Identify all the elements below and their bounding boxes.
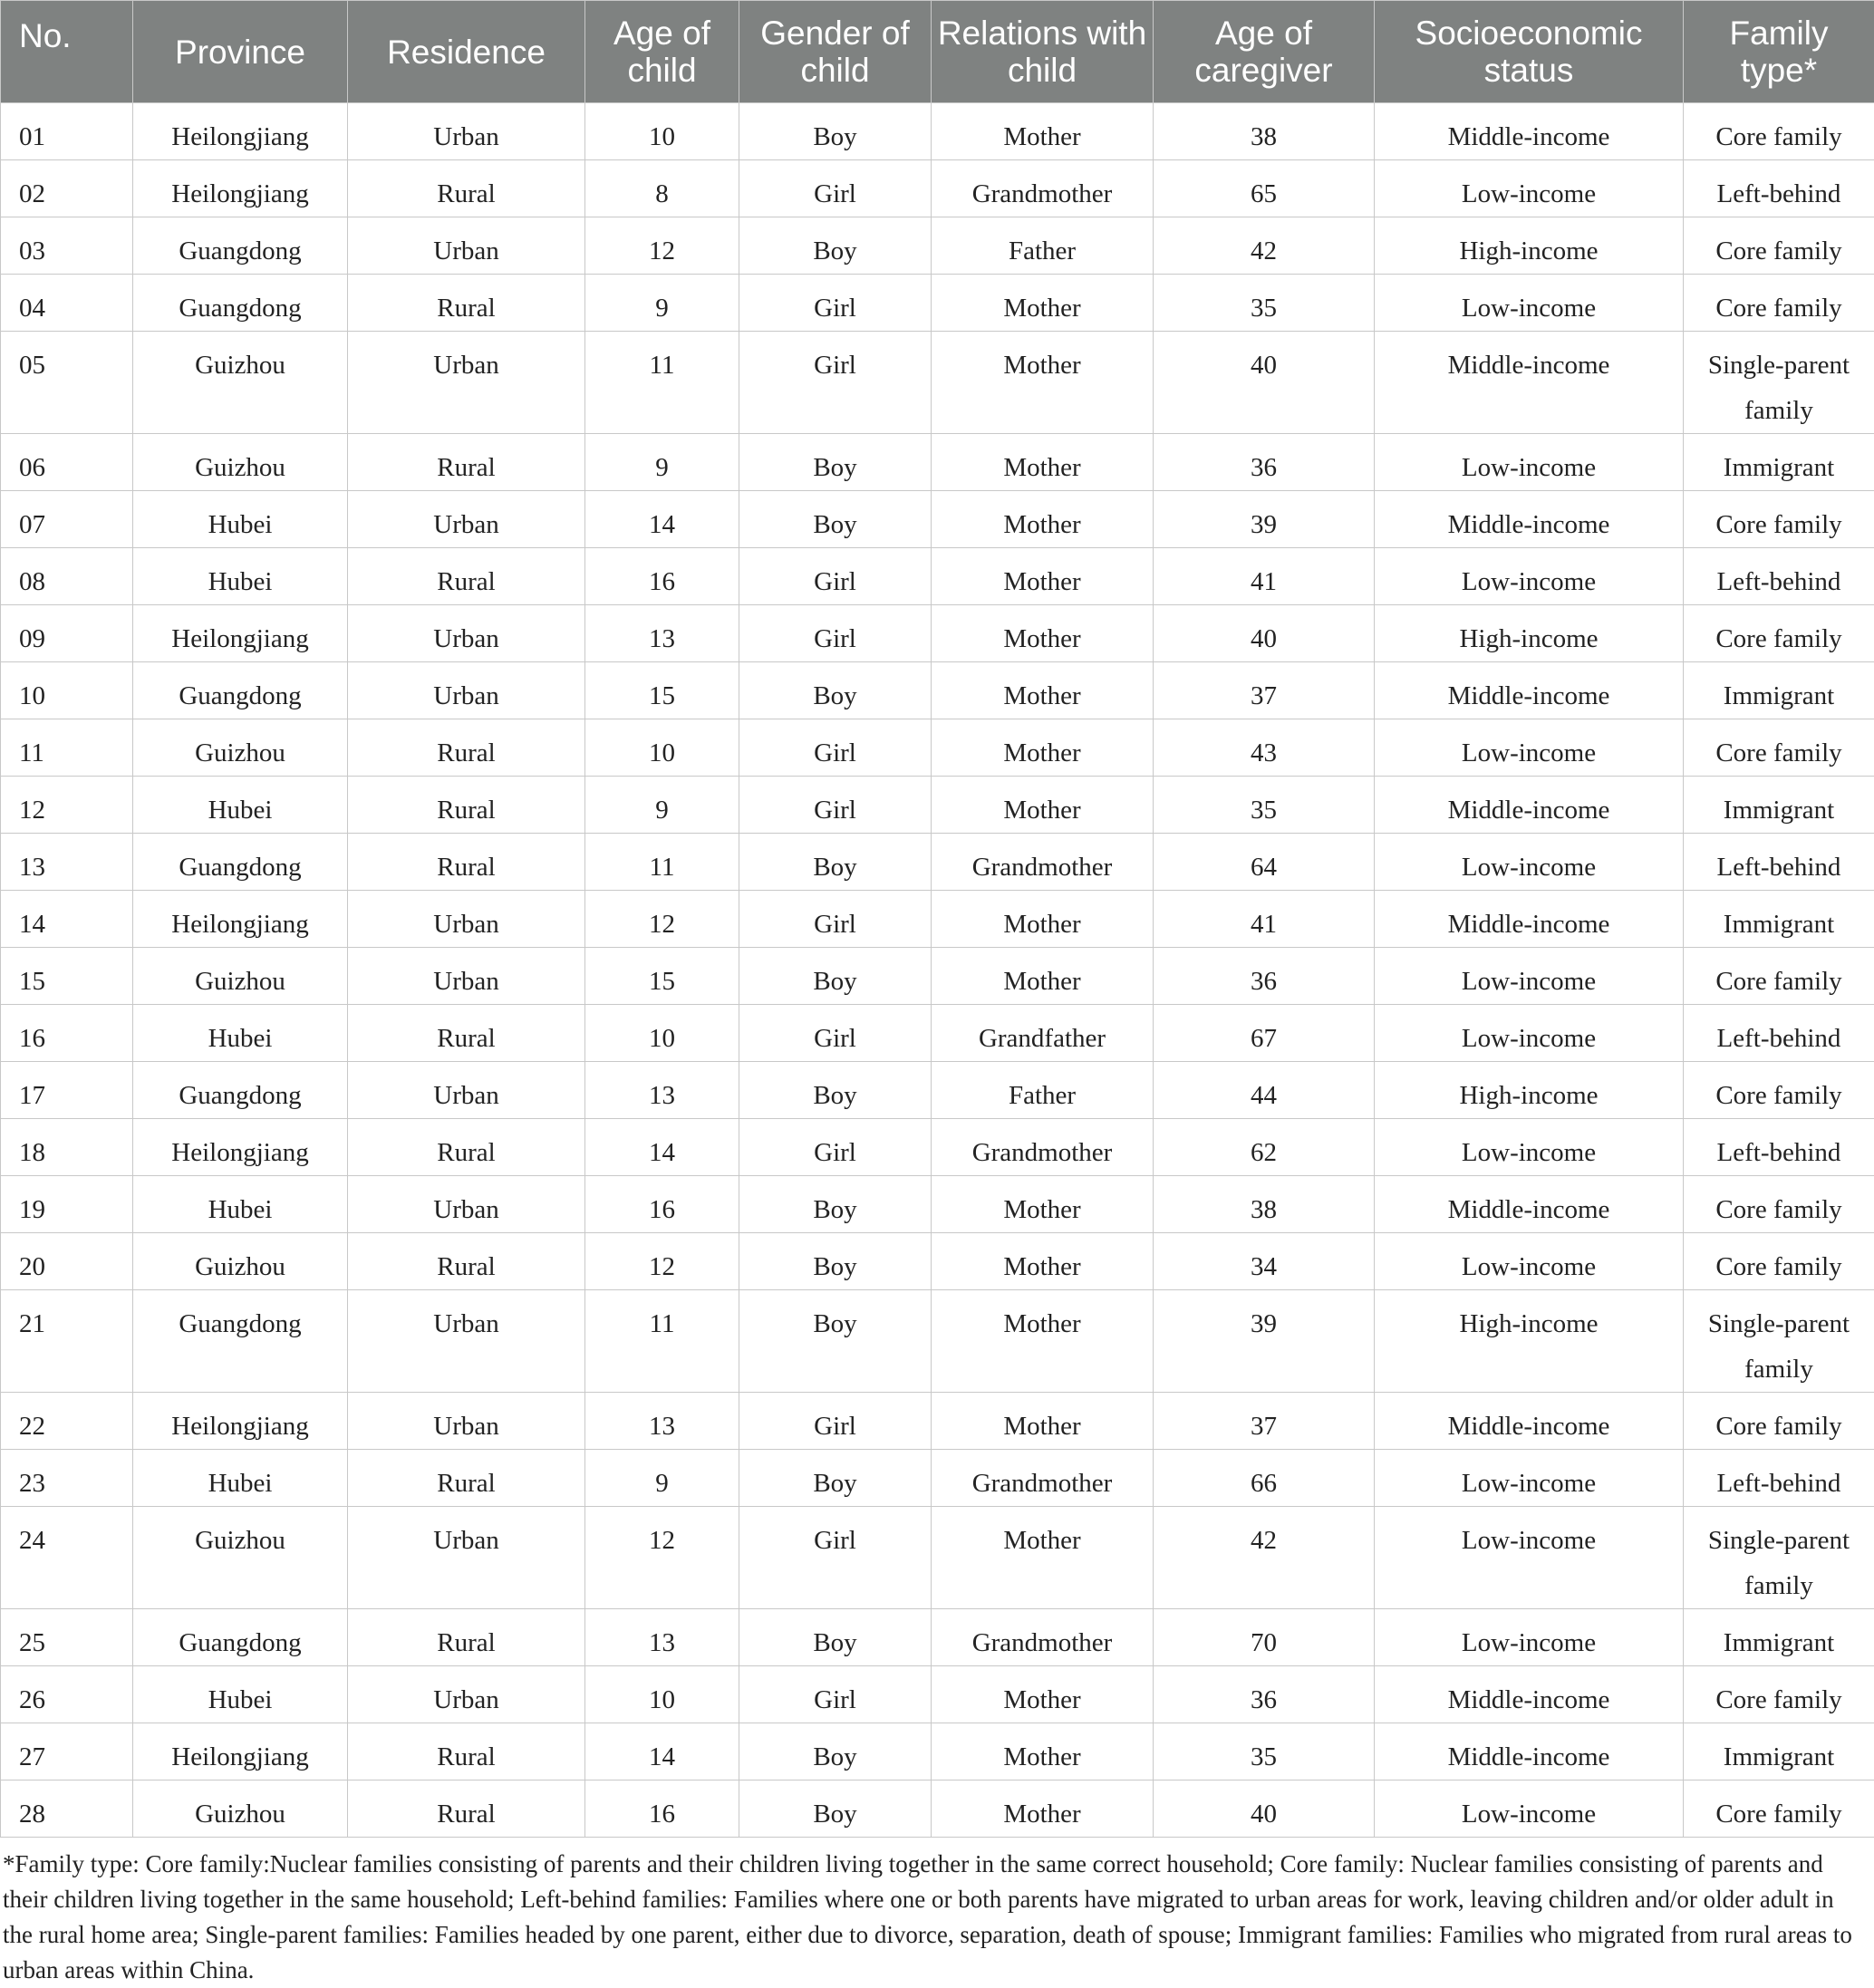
cell-province: Guizhou: [133, 1781, 348, 1838]
cell-gender-of-child: Boy: [739, 491, 932, 548]
table-row: [1, 1723, 1874, 1781]
cell-age-of-caregiver: 41: [1154, 548, 1375, 605]
cell-family-type: Immigrant: [1684, 891, 1874, 948]
cell-age-of-child: 9: [585, 777, 739, 834]
cell-socioeconomic-status: Low-income: [1375, 1781, 1684, 1838]
header-gender-of-child: Gender of child: [739, 1, 932, 103]
cell-province: Hubei: [133, 1176, 348, 1233]
cell-age-of-caregiver: 64: [1154, 834, 1375, 891]
cell-relations-with-child: Mother: [932, 332, 1154, 434]
cell-family-type: Core family: [1684, 1781, 1874, 1838]
cell-residence: Rural: [348, 719, 585, 777]
cell-age-of-caregiver: 41: [1154, 891, 1375, 948]
cell-gender-of-child: Girl: [739, 275, 932, 332]
cell-family-type: Left-behind: [1684, 548, 1874, 605]
cell-socioeconomic-status: Low-income: [1375, 1609, 1684, 1666]
cell-gender-of-child: Girl: [739, 1119, 932, 1176]
cell-relations-with-child: Grandmother: [932, 834, 1154, 891]
cell-gender-of-child: Girl: [739, 1005, 932, 1062]
cell-province: Guizhou: [133, 948, 348, 1005]
header-relations-with-child: Relations with child: [932, 1, 1154, 103]
table-row: [1, 1393, 1874, 1450]
cell-age-of-child: 12: [585, 891, 739, 948]
table-row: [1, 332, 1874, 434]
table-row: [1, 1233, 1874, 1290]
cell-no: 17: [1, 1062, 133, 1119]
cell-relations-with-child: Mother: [932, 1176, 1154, 1233]
cell-relations-with-child: Mother: [932, 491, 1154, 548]
table-body: [1, 103, 1874, 1838]
cell-no: 12: [1, 777, 133, 834]
table-row: [1, 719, 1874, 777]
cell-no: 10: [1, 662, 133, 719]
cell-residence: Urban: [348, 103, 585, 160]
cell-age-of-caregiver: 42: [1154, 1507, 1375, 1609]
cell-age-of-caregiver: 67: [1154, 1005, 1375, 1062]
cell-socioeconomic-status: Low-income: [1375, 548, 1684, 605]
cell-relations-with-child: Grandmother: [932, 1119, 1154, 1176]
cell-age-of-child: 12: [585, 1507, 739, 1609]
table-row: [1, 1781, 1874, 1838]
cell-relations-with-child: Mother: [932, 1781, 1154, 1838]
cell-relations-with-child: Mother: [932, 1393, 1154, 1450]
cell-socioeconomic-status: Low-income: [1375, 275, 1684, 332]
cell-residence: Rural: [348, 160, 585, 217]
cell-socioeconomic-status: Low-income: [1375, 1507, 1684, 1609]
cell-family-type: Core family: [1684, 275, 1874, 332]
cell-age-of-caregiver: 37: [1154, 662, 1375, 719]
cell-relations-with-child: Mother: [932, 891, 1154, 948]
cell-socioeconomic-status: Middle-income: [1375, 103, 1684, 160]
cell-province: Hubei: [133, 491, 348, 548]
table-row: [1, 1450, 1874, 1507]
cell-family-type: Immigrant: [1684, 1609, 1874, 1666]
cell-family-type: Core family: [1684, 948, 1874, 1005]
cell-gender-of-child: Girl: [739, 332, 932, 434]
table-row: [1, 217, 1874, 275]
cell-age-of-child: 13: [585, 1609, 739, 1666]
cell-age-of-caregiver: 37: [1154, 1393, 1375, 1450]
cell-province: Hubei: [133, 1666, 348, 1723]
cell-socioeconomic-status: Low-income: [1375, 1233, 1684, 1290]
cell-relations-with-child: Mother: [932, 275, 1154, 332]
cell-socioeconomic-status: Low-income: [1375, 434, 1684, 491]
table-row: [1, 103, 1874, 160]
cell-no: 06: [1, 434, 133, 491]
cell-province: Heilongjiang: [133, 1393, 348, 1450]
cell-province: Guizhou: [133, 332, 348, 434]
cell-age-of-caregiver: 44: [1154, 1062, 1375, 1119]
cell-gender-of-child: Girl: [739, 160, 932, 217]
table-row: [1, 491, 1874, 548]
cell-residence: Rural: [348, 548, 585, 605]
cell-relations-with-child: Mother: [932, 103, 1154, 160]
cell-age-of-caregiver: 40: [1154, 332, 1375, 434]
cell-gender-of-child: Boy: [739, 1062, 932, 1119]
cell-province: Hubei: [133, 548, 348, 605]
cell-gender-of-child: Boy: [739, 1233, 932, 1290]
cell-gender-of-child: Girl: [739, 1393, 932, 1450]
cell-family-type: Single-parent family: [1684, 332, 1874, 434]
cell-province: Guangdong: [133, 834, 348, 891]
cell-gender-of-child: Girl: [739, 719, 932, 777]
table-row: [1, 891, 1874, 948]
header-no: No.: [1, 1, 133, 103]
table-row: [1, 1507, 1874, 1609]
cell-family-type: Core family: [1684, 1233, 1874, 1290]
cell-relations-with-child: Mother: [932, 1666, 1154, 1723]
cell-socioeconomic-status: Middle-income: [1375, 777, 1684, 834]
cell-age-of-caregiver: 42: [1154, 217, 1375, 275]
cell-family-type: Immigrant: [1684, 1723, 1874, 1781]
cell-age-of-child: 10: [585, 1005, 739, 1062]
cell-province: Hubei: [133, 1005, 348, 1062]
cell-age-of-caregiver: 70: [1154, 1609, 1375, 1666]
header-province: Province: [133, 1, 348, 103]
header-residence: Residence: [348, 1, 585, 103]
cell-residence: Urban: [348, 662, 585, 719]
cell-socioeconomic-status: Low-income: [1375, 1450, 1684, 1507]
cell-age-of-caregiver: 66: [1154, 1450, 1375, 1507]
cell-age-of-child: 15: [585, 662, 739, 719]
table-row: [1, 160, 1874, 217]
cell-socioeconomic-status: Low-income: [1375, 1119, 1684, 1176]
cell-relations-with-child: Mother: [932, 1233, 1154, 1290]
cell-no: 28: [1, 1781, 133, 1838]
cell-age-of-caregiver: 34: [1154, 1233, 1375, 1290]
table-row: [1, 1176, 1874, 1233]
table-row: [1, 834, 1874, 891]
table-row: [1, 777, 1874, 834]
cell-age-of-child: 11: [585, 834, 739, 891]
cell-residence: Urban: [348, 332, 585, 434]
cell-no: 27: [1, 1723, 133, 1781]
table-row: [1, 548, 1874, 605]
cell-relations-with-child: Mother: [932, 719, 1154, 777]
cell-socioeconomic-status: Low-income: [1375, 948, 1684, 1005]
cell-gender-of-child: Boy: [739, 1450, 932, 1507]
cell-province: Guangdong: [133, 1609, 348, 1666]
cell-no: 07: [1, 491, 133, 548]
cell-gender-of-child: Girl: [739, 891, 932, 948]
table-row: [1, 275, 1874, 332]
cell-province: Heilongjiang: [133, 103, 348, 160]
cell-province: Heilongjiang: [133, 160, 348, 217]
cell-age-of-child: 12: [585, 1233, 739, 1290]
cell-age-of-child: 14: [585, 1119, 739, 1176]
table-row: [1, 605, 1874, 662]
cell-no: 02: [1, 160, 133, 217]
table-row: [1, 1062, 1874, 1119]
cell-relations-with-child: Mother: [932, 605, 1154, 662]
cell-no: 05: [1, 332, 133, 434]
cell-relations-with-child: Grandfather: [932, 1005, 1154, 1062]
cell-residence: Urban: [348, 217, 585, 275]
cell-residence: Urban: [348, 891, 585, 948]
cell-province: Guangdong: [133, 1062, 348, 1119]
cell-residence: Rural: [348, 434, 585, 491]
cell-gender-of-child: Boy: [739, 1781, 932, 1838]
cell-province: Hubei: [133, 1450, 348, 1507]
cell-residence: Rural: [348, 1723, 585, 1781]
cell-family-type: Core family: [1684, 605, 1874, 662]
cell-residence: Urban: [348, 605, 585, 662]
cell-family-type: Left-behind: [1684, 160, 1874, 217]
cell-relations-with-child: Mother: [932, 948, 1154, 1005]
cell-family-type: Core family: [1684, 1062, 1874, 1119]
cell-socioeconomic-status: High-income: [1375, 605, 1684, 662]
cell-no: 15: [1, 948, 133, 1005]
cell-socioeconomic-status: Middle-income: [1375, 491, 1684, 548]
cell-socioeconomic-status: Middle-income: [1375, 1176, 1684, 1233]
cell-age-of-child: 11: [585, 1290, 739, 1393]
cell-residence: Rural: [348, 1609, 585, 1666]
cell-gender-of-child: Girl: [739, 1666, 932, 1723]
cell-gender-of-child: Girl: [739, 548, 932, 605]
cell-no: 24: [1, 1507, 133, 1609]
cell-no: 26: [1, 1666, 133, 1723]
cell-age-of-child: 9: [585, 275, 739, 332]
cell-gender-of-child: Girl: [739, 777, 932, 834]
table-row: [1, 1005, 1874, 1062]
cell-age-of-caregiver: 40: [1154, 1781, 1375, 1838]
cell-no: 08: [1, 548, 133, 605]
header-age-of-child: Age of child: [585, 1, 739, 103]
cell-residence: Rural: [348, 777, 585, 834]
cell-residence: Urban: [348, 491, 585, 548]
cell-residence: Rural: [348, 1119, 585, 1176]
cell-age-of-child: 9: [585, 1450, 739, 1507]
cell-no: 16: [1, 1005, 133, 1062]
cell-relations-with-child: Mother: [932, 662, 1154, 719]
cell-relations-with-child: Grandmother: [932, 1609, 1154, 1666]
cell-socioeconomic-status: High-income: [1375, 1290, 1684, 1393]
cell-socioeconomic-status: Middle-income: [1375, 332, 1684, 434]
cell-family-type: Core family: [1684, 491, 1874, 548]
cell-age-of-caregiver: 62: [1154, 1119, 1375, 1176]
table-row: [1, 434, 1874, 491]
cell-age-of-caregiver: 35: [1154, 1723, 1375, 1781]
cell-age-of-child: 14: [585, 491, 739, 548]
cell-province: Guizhou: [133, 434, 348, 491]
cell-family-type: Left-behind: [1684, 1119, 1874, 1176]
cell-age-of-child: 14: [585, 1723, 739, 1781]
cell-age-of-caregiver: 35: [1154, 275, 1375, 332]
cell-relations-with-child: Mother: [932, 1290, 1154, 1393]
table-row: [1, 948, 1874, 1005]
cell-gender-of-child: Boy: [739, 103, 932, 160]
cell-no: 22: [1, 1393, 133, 1450]
table-row: [1, 1119, 1874, 1176]
table-row: [1, 1609, 1874, 1666]
cell-province: Guizhou: [133, 1507, 348, 1609]
cell-residence: Rural: [348, 275, 585, 332]
cell-gender-of-child: Boy: [739, 662, 932, 719]
table-row: [1, 1290, 1874, 1393]
cell-age-of-caregiver: 40: [1154, 605, 1375, 662]
cell-province: Guangdong: [133, 1290, 348, 1393]
cell-age-of-caregiver: 39: [1154, 491, 1375, 548]
cell-socioeconomic-status: Middle-income: [1375, 891, 1684, 948]
cell-socioeconomic-status: Middle-income: [1375, 1666, 1684, 1723]
cell-family-type: Core family: [1684, 1393, 1874, 1450]
cell-socioeconomic-status: Middle-income: [1375, 662, 1684, 719]
cell-relations-with-child: Mother: [932, 434, 1154, 491]
cell-residence: Rural: [348, 1450, 585, 1507]
cell-age-of-child: 10: [585, 103, 739, 160]
cell-no: 25: [1, 1609, 133, 1666]
cell-gender-of-child: Boy: [739, 1723, 932, 1781]
cell-province: Heilongjiang: [133, 891, 348, 948]
cell-age-of-caregiver: 36: [1154, 948, 1375, 1005]
cell-province: Guizhou: [133, 1233, 348, 1290]
cell-age-of-child: 15: [585, 948, 739, 1005]
cell-no: 03: [1, 217, 133, 275]
cell-province: Guangdong: [133, 662, 348, 719]
cell-age-of-caregiver: 38: [1154, 103, 1375, 160]
table-row: [1, 1666, 1874, 1723]
cell-socioeconomic-status: Middle-income: [1375, 1723, 1684, 1781]
cell-family-type: Core family: [1684, 1176, 1874, 1233]
cell-relations-with-child: Mother: [932, 1507, 1154, 1609]
cell-family-type: Left-behind: [1684, 834, 1874, 891]
cell-age-of-child: 13: [585, 1062, 739, 1119]
cell-age-of-child: 9: [585, 434, 739, 491]
cell-age-of-caregiver: 35: [1154, 777, 1375, 834]
cell-family-type: Core family: [1684, 1666, 1874, 1723]
cell-no: 01: [1, 103, 133, 160]
cell-family-type: Core family: [1684, 719, 1874, 777]
cell-no: 14: [1, 891, 133, 948]
cell-province: Heilongjiang: [133, 605, 348, 662]
cell-province: Heilongjiang: [133, 1119, 348, 1176]
cell-gender-of-child: Boy: [739, 434, 932, 491]
cell-gender-of-child: Girl: [739, 605, 932, 662]
cell-residence: Urban: [348, 1176, 585, 1233]
cell-family-type: Left-behind: [1684, 1005, 1874, 1062]
cell-family-type: Left-behind: [1684, 1450, 1874, 1507]
header-age-of-caregiver: Age of caregiver: [1154, 1, 1375, 103]
cell-residence: Urban: [348, 1062, 585, 1119]
cell-relations-with-child: Mother: [932, 1723, 1154, 1781]
cell-age-of-child: 10: [585, 1666, 739, 1723]
cell-age-of-caregiver: 39: [1154, 1290, 1375, 1393]
cell-socioeconomic-status: Low-income: [1375, 160, 1684, 217]
cell-gender-of-child: Boy: [739, 834, 932, 891]
cell-age-of-child: 16: [585, 548, 739, 605]
cell-family-type: Immigrant: [1684, 434, 1874, 491]
cell-gender-of-child: Girl: [739, 1507, 932, 1609]
cell-gender-of-child: Boy: [739, 217, 932, 275]
cell-age-of-caregiver: 36: [1154, 1666, 1375, 1723]
cell-family-type: Core family: [1684, 217, 1874, 275]
cell-relations-with-child: Mother: [932, 777, 1154, 834]
cell-gender-of-child: Boy: [739, 1609, 932, 1666]
cell-no: 13: [1, 834, 133, 891]
cell-family-type: Single-parent family: [1684, 1507, 1874, 1609]
cell-age-of-child: 13: [585, 605, 739, 662]
cell-family-type: Immigrant: [1684, 777, 1874, 834]
cell-age-of-caregiver: 43: [1154, 719, 1375, 777]
cell-family-type: Single-parent family: [1684, 1290, 1874, 1393]
cell-socioeconomic-status: High-income: [1375, 217, 1684, 275]
cell-age-of-child: 12: [585, 217, 739, 275]
cell-age-of-child: 10: [585, 719, 739, 777]
cell-socioeconomic-status: High-income: [1375, 1062, 1684, 1119]
cell-socioeconomic-status: Low-income: [1375, 834, 1684, 891]
cell-gender-of-child: Boy: [739, 1290, 932, 1393]
cell-age-of-caregiver: 36: [1154, 434, 1375, 491]
cell-age-of-child: 11: [585, 332, 739, 434]
cell-residence: Rural: [348, 1233, 585, 1290]
cell-age-of-child: 8: [585, 160, 739, 217]
cell-no: 11: [1, 719, 133, 777]
cell-no: 20: [1, 1233, 133, 1290]
cell-age-of-caregiver: 38: [1154, 1176, 1375, 1233]
cell-socioeconomic-status: Low-income: [1375, 719, 1684, 777]
header-family-type: Family type*: [1684, 1, 1874, 103]
cell-province: Guangdong: [133, 217, 348, 275]
cell-relations-with-child: Father: [932, 1062, 1154, 1119]
cell-residence: Urban: [348, 1507, 585, 1609]
cell-province: Hubei: [133, 777, 348, 834]
cell-gender-of-child: Boy: [739, 1176, 932, 1233]
cell-socioeconomic-status: Middle-income: [1375, 1393, 1684, 1450]
cell-relations-with-child: Grandmother: [932, 160, 1154, 217]
cell-residence: Rural: [348, 834, 585, 891]
cell-residence: Urban: [348, 1393, 585, 1450]
cell-no: 23: [1, 1450, 133, 1507]
cell-age-of-caregiver: 65: [1154, 160, 1375, 217]
cell-gender-of-child: Boy: [739, 948, 932, 1005]
table-row: [1, 662, 1874, 719]
cell-residence: Urban: [348, 1290, 585, 1393]
cell-residence: Urban: [348, 1666, 585, 1723]
header-socioeconomic-status: Socioeconomic status: [1375, 1, 1684, 103]
cell-family-type: Core family: [1684, 103, 1874, 160]
cell-no: 21: [1, 1290, 133, 1393]
cell-no: 04: [1, 275, 133, 332]
cell-family-type: Immigrant: [1684, 662, 1874, 719]
table-footnote: *Family type: Core family:Nuclear families consisting of parents and their children living together in the same correct household; Core family: Nuclear families consisting of parents and their children living together in the same household; Left-behind families: Families where one or both parents have migrated to urban areas for work, leaving children and/or older adult in the rural home area; Single-parent families: Families headed by one parent, either due to divorce, separation, death of spouse; Immigrant families: Families who migrated from rural areas to urban areas within China.: [0, 1838, 1874, 1988]
cell-no: 09: [1, 605, 133, 662]
cell-province: Guangdong: [133, 275, 348, 332]
cell-age-of-child: 16: [585, 1176, 739, 1233]
table-header-row: [1, 1, 1874, 103]
cell-relations-with-child: Mother: [932, 548, 1154, 605]
cell-province: Heilongjiang: [133, 1723, 348, 1781]
cell-residence: Urban: [348, 948, 585, 1005]
cell-residence: Rural: [348, 1781, 585, 1838]
cell-residence: Rural: [348, 1005, 585, 1062]
cell-relations-with-child: Grandmother: [932, 1450, 1154, 1507]
cell-province: Guizhou: [133, 719, 348, 777]
cell-no: 18: [1, 1119, 133, 1176]
cell-age-of-child: 16: [585, 1781, 739, 1838]
cell-relations-with-child: Father: [932, 217, 1154, 275]
cell-no: 19: [1, 1176, 133, 1233]
cell-age-of-child: 13: [585, 1393, 739, 1450]
cell-socioeconomic-status: Low-income: [1375, 1005, 1684, 1062]
